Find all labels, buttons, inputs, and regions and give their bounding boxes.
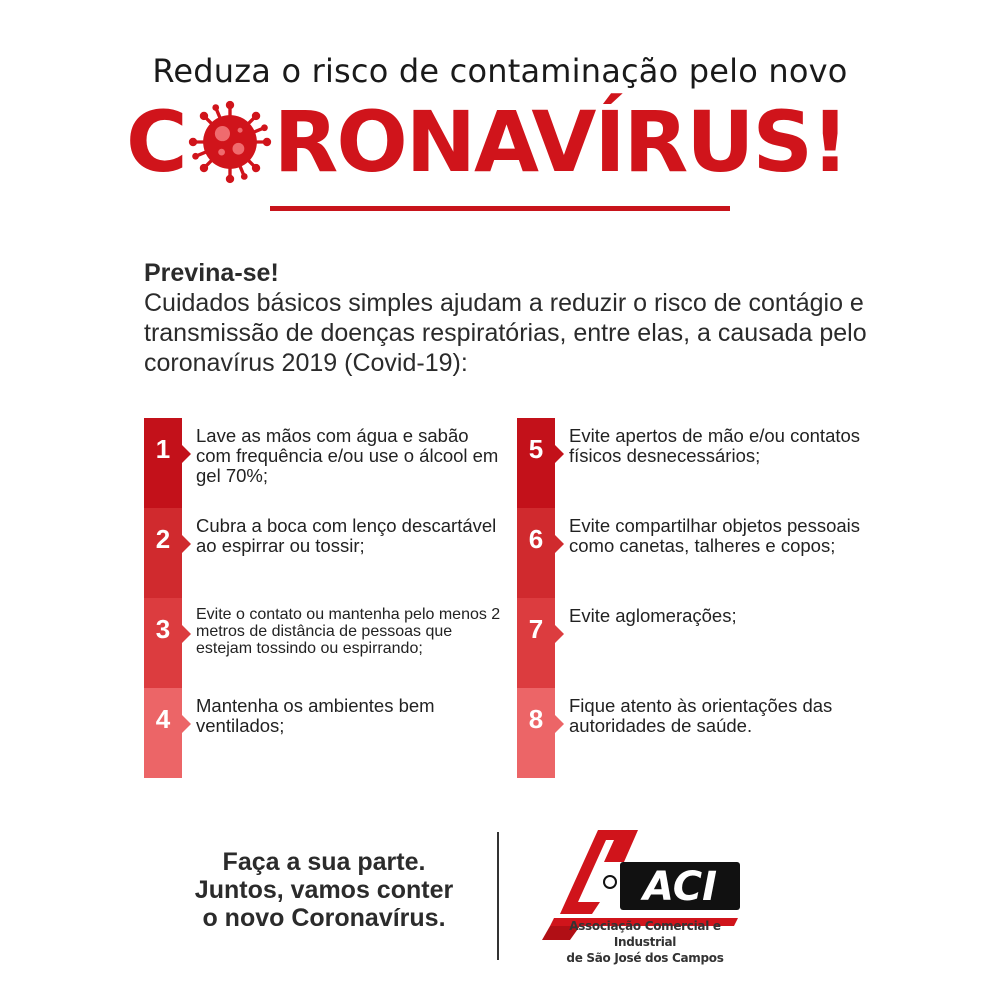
tip-text: Evite apertos de mão e/ou contatos físicos desnecessários;: [569, 425, 861, 466]
tip-text: Cubra a boca com lenço descartável ao espirrar ou tossir;: [196, 515, 497, 556]
tip-text: Evite aglomerações;: [569, 605, 737, 626]
logo-caption: [540, 918, 750, 966]
footer-message: [144, 848, 504, 932]
footer-divider: [497, 832, 499, 960]
headline-word: RONAVÍRUS!: [273, 93, 848, 191]
tip-number: 6: [517, 508, 555, 598]
logo-caption-line: de São José dos Campos: [566, 951, 724, 965]
intro-lead: Previna-se!: [144, 259, 279, 287]
tip-number: 5: [517, 418, 555, 508]
tip-number: 2: [144, 508, 182, 598]
tip-text: Evite compartilhar objetos pessoais como canetas, talheres e copos;: [569, 515, 861, 556]
intro-body: Cuidados básicos simples ajudam a reduzir o risco de contágio e transmissão de doenças respiratórias, entre elas, a causada pelo coronavírus 2019 (Covid-19):: [144, 289, 867, 377]
tip-text: Evite o contato ou mantenha pelo menos 2 metros de distância de pessoas que estejam tossindo ou espirrando;: [196, 606, 501, 657]
tip-number: 4: [144, 688, 182, 778]
tip-text: Fique atento às orientações das autoridades de saúde.: [569, 695, 833, 736]
logo-text: ACI: [643, 864, 717, 910]
headline-letter: C: [126, 93, 186, 191]
tip-number: 1: [144, 418, 182, 508]
tip-text: Mantenha os ambientes bem ventilados;: [196, 695, 435, 736]
headline: [126, 92, 886, 192]
tip-number: 8: [517, 688, 555, 778]
tip-number: 7: [517, 598, 555, 688]
subtitle: Reduza o risco de contaminação pelo novo: [152, 52, 848, 90]
tip-number: 3: [144, 598, 182, 688]
footer-line: o novo Coronavírus.: [202, 904, 446, 932]
footer-line: Faça a sua parte.: [222, 848, 426, 876]
title-underline: [270, 206, 730, 211]
tip-text: Lave as mãos com água e sabão com frequência e/ou use o álcool em gel 70%;: [196, 425, 499, 486]
logo-caption-line: Associação Comercial e Industrial: [569, 919, 721, 949]
footer-line: Juntos, vamos conter: [194, 876, 454, 904]
intro: [144, 258, 884, 378]
coronavirus-icon: [188, 100, 272, 184]
